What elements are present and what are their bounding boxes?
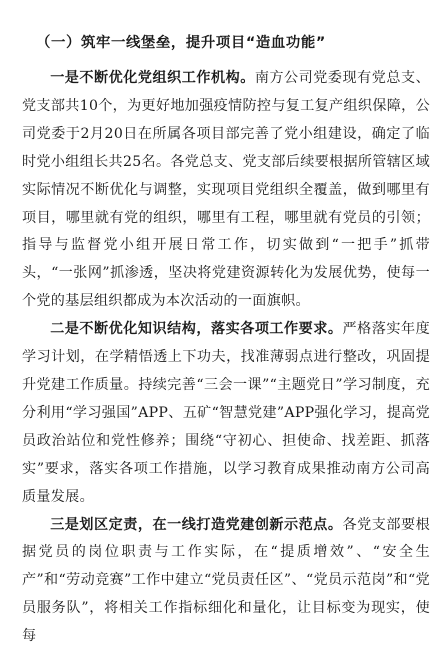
paragraph-2 [22,316,430,511]
paragraph-3-lead: 三是划区定责，在一线打造党建创新示范点。 [50,517,342,533]
paragraph-3 [22,512,430,651]
paragraph-2-text: 严格落实年度学习计划，在学精悟透上下功夫，找准薄弱点进行整改，巩固提升党建工作质量。持续完善“三会一课”“主题党日”学习制度，充分利用“学习强国”APP、五矿“智慧党建”APP强化学习，提高党员政治站位和党性修养；围绕“守初心、担使命、找差距、抓落实”要求，落实各项工作措施，以学习教育成果推动南方公司高质量发展。 [22,321,430,504]
section-heading: （一）筑牢一线堡垒，提升项目“造血功能” [22,33,430,53]
paragraph-1 [22,65,430,316]
paragraph-1-lead: 一是不断优化党组织工作机构。 [50,70,255,86]
paragraph-2-lead: 二是不断优化知识结构，落实各项工作要求。 [50,321,342,337]
paragraph-1-text: 南方公司党委现有党总支、党支部共10个，为更好地加强疫情防控与复工复产组织保障，公司党委于2月20日在所属各项目部完善了党小组建设，确定了临时党小组组长共25名。各党总支、党支部后续要根据所管辖区域实际情况不断优化与调整，实现项目党组织全覆盖，做到哪里有项目，哪里就有党的组织，哪里有工程，哪里就有党员的引领；指导与监督党小组开展日常工作，切实做到“一把手”抓带头，“一张网”抓渗透，坚决将党建资源转化为发展优势，使每一个党的基层组织都成为本次活动的一面旗帜。 [22,70,430,309]
paragraph-3-text: 各党支部要根据党员的岗位职责与工作实际，在“提质增效”、“安全生产”和“劳动竞赛”工作中建立“党员责任区”、“党员示范岗”和“党员服务队”，将相关工作指标细化和量化，让目标变为现实，使每 [22,517,430,645]
